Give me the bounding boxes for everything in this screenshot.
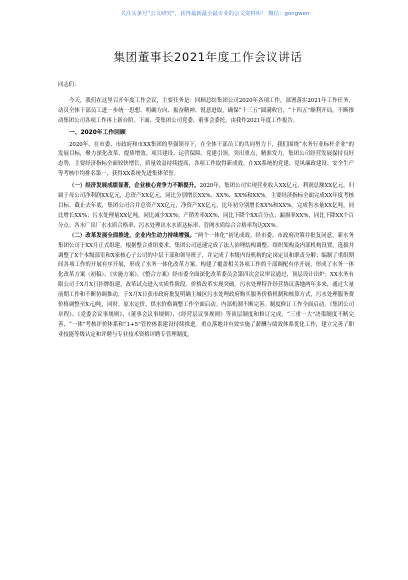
salutation: 同志们：	[58, 82, 80, 88]
header-banner: 关注头条号“公文研究”，获得最新最全最专业的公文资料库！ 微信：gongwen	[120, 11, 310, 17]
subsection-heading: （二）改革发展全面推进，企业内生动力持续增强。	[69, 232, 195, 239]
subsection-paragraph	[58, 182, 354, 232]
body-paragraph: 今天，我们在这里召开年度工作会议，主要任务是：回顾总结集团公司2020年各项工作，部署落实2021年工作任务，动员全体干部员工进一步统一思想、明确方向、振奋精神、锐意进取，确保“十三五”圆满收官，“十四五”顺利开局，不断推动集团公司各项工作再上新台阶。下面，受集团公司党委、董事会委托，由我作2021年度工作报告。	[58, 97, 354, 124]
subsection-text: 2020年，集团公司实现营业收入XX亿元，利润总额XX亿元，归属于母公司净利润XX亿元，总资产XX亿元，同比分别增长XX%、XX%、XX%和XX%。主要经济指标全面完成XX年度考核目标。截止去年底，集团公司合并总资产XX亿元，净资产XX亿元，比年初分别增长XX%和XX%。完成售水量XX亿吨，同比增长XX%；污水处理量XX亿吨，同比减少XX%；产销差率XX%，同比下降个XX百分点；漏损率XX%，同比下降XX个百分点；各水厂出厂水水质合格率、污水处理出水水质达标率、管网水质综合合格率均达XX%。	[58, 183, 354, 229]
paragraph-list	[58, 97, 354, 341]
document-body	[58, 78, 354, 341]
body-paragraph: 2020年，在市委、市政府和市XX集团的坚强领导下，在全体干部员工的共同努力下，我们围绕“水务行业标杆企业”的发展目标，聚力深化改革、提质增效、项目建设、运营保障、党建引领，突出重点，精准发力，集团公司经营发展保持良好态势，主要经济指标全面较快增长，质量效益持续提高，各项工作取得新成效。在XX系统的党建、党风廉政建设、安全生产等考核中均排名第一，获得XX系统先进集体荣誉。	[58, 141, 354, 178]
document-title: 集团董事长2021年度工作会议讲话	[113, 50, 303, 64]
section-heading: 一、2020年工作回顾	[69, 129, 126, 136]
subsection-heading: （一）经济发展成绩显著，企业核心竞争力不断提升。	[69, 183, 200, 190]
subsection-text: “两个一体化”初见成效。经市委、市政府决策并批复同意，新水务集团公司于XX月正式组建。根据整合重组要求，集团公司迅速完成了法人治理结构调整、组织架构及内部机构设置，选拔并调整了X个本级部室和X家核心子公司的中层干部和领导班子，并完成了本级内设机构的定岗定员和职责分解；编制了重组期间各项工作的开展有序开展，形成了水务一体化改革方案，构建了覆盖相关各项工作的干部调配有序开展，形成了水务一体化改革方案（初稿）、《实施方案》、《整合方案》经市委全面深化改革委员会第四次会议审议通过，顶层设计出炉；XX水务有限公司于X月X日挂牌组建，改革试点进入实质性阶段。价格改革实现突破。污水处理特许经营协议落地两年多来，通过大量前期工作和不断协调推动，于X月X日获市政府批复明确主城区污水处理政府购买服务价格机制和核算方式，污水处理服务费价格调整至X元/吨，同时，原水定价、供水价格调整工作全面启动。内部机制不断完善。制度修订工作全面启动，《集团公司章程》、《党委会议事规则》、《董事会议事规则》、《经营层议事规则》等顶层制度和修订完成，“三重一大”决策制度不断完善，“一体”考核评价体系和“1+5”管控体系建设持续推进。重点落地并有效实施了薪酬与绩效体系优化工作，建立完善了职业技能等级认定和评聘与专业技术资格评聘专管理制度。	[58, 232, 354, 338]
subsection-paragraph	[58, 232, 354, 341]
